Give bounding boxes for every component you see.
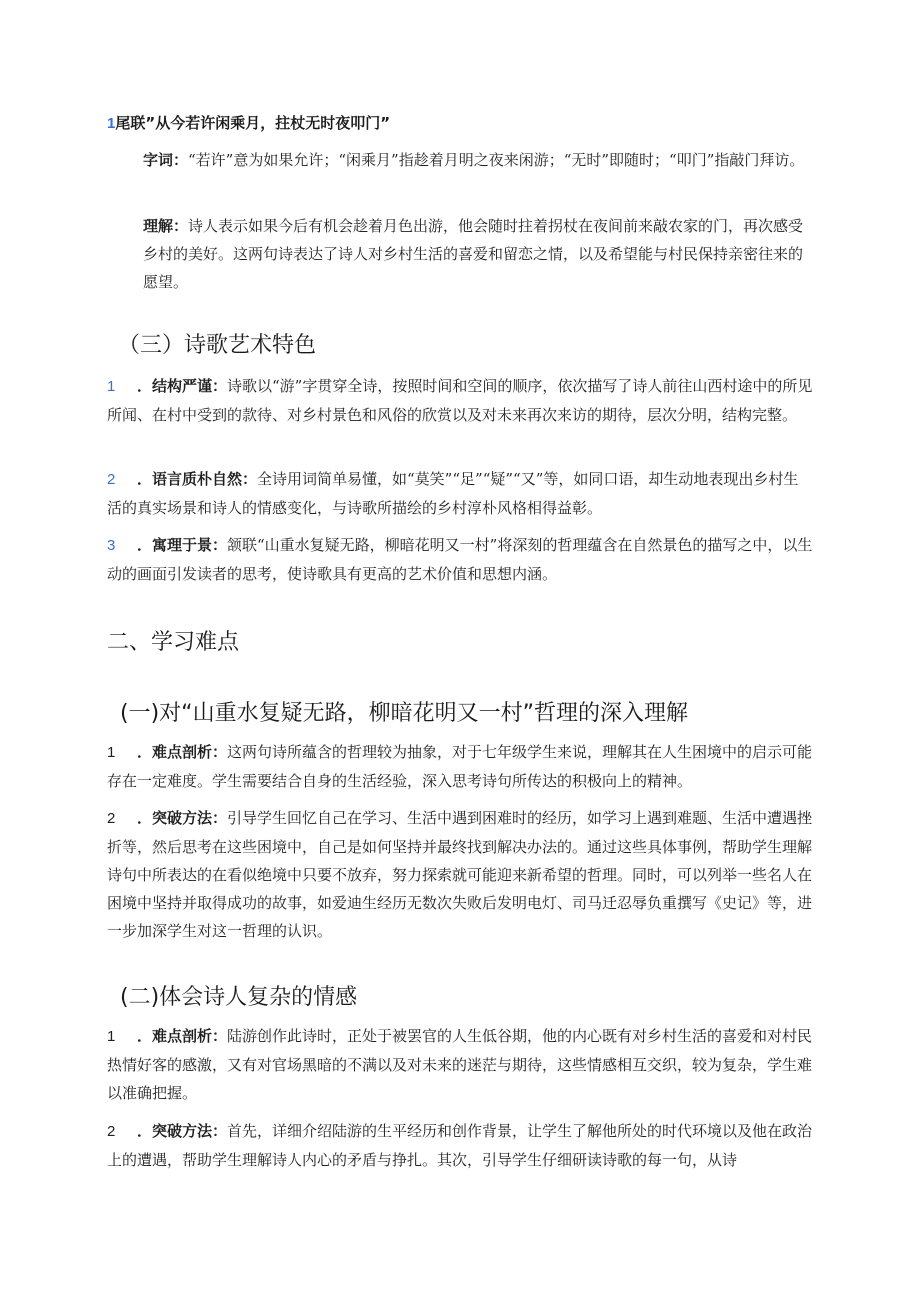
sub2-item-1-label: ．难点剖析： xyxy=(137,1027,228,1045)
sub2-item-1-number: 1 xyxy=(107,1028,116,1045)
ci-label: 字词： xyxy=(143,151,189,169)
couplet-heading xyxy=(107,112,390,133)
sub1-item-1-text: 这两句诗所蕴含的哲理较为抽象，对于七年级学生来说，理解其在人生困境中的启示可能存在一定难度。学生需要结合自身的生活经验，深入思考诗句所传达的积极向上的精神。 xyxy=(107,743,813,790)
art-heading: （三）诗歌艺术特色 xyxy=(118,333,317,358)
sub1-item-2-label: ．突破方法： xyxy=(137,809,228,827)
art-item-1-number: 1 xyxy=(107,378,116,395)
couplet-li-paragraph xyxy=(143,212,809,296)
sub1-item-2-number: 2 xyxy=(107,810,116,827)
sub2-item-1 xyxy=(107,1022,813,1107)
art-item-3-text: 颔联“山重水复疑无路，柳暗花明又一村”将深刻的哲理蕴含在自然景色的描写之中，以生动的画面引发读者的思考，使诗歌具有更高的艺术价值和思想内涵。 xyxy=(107,536,813,583)
art-item-1-label: ．结构严谨： xyxy=(137,377,228,395)
art-item-3-number: 3 xyxy=(107,537,116,554)
art-item-2-number: 2 xyxy=(107,471,116,488)
difficulty-sub2-heading: (二)体会诗人复杂的情感 xyxy=(120,985,358,1010)
li-label: 理解： xyxy=(143,217,189,235)
art-item-1 xyxy=(107,372,813,429)
sub2-item-2-label: ．突破方法： xyxy=(137,1122,228,1140)
couplet-ci-paragraph xyxy=(143,146,809,174)
sub1-item-1 xyxy=(107,738,813,795)
art-item-3 xyxy=(107,531,813,588)
sub2-item-1-text: 陆游创作此诗时，正处于被罢官的人生低谷期，他的内心既有对乡村生活的喜爱和对村民热情好客的感激，又有对官场黑暗的不满以及对未来的迷茫与期待，这些情感相互交织，较为复杂，学生难以准确把握。 xyxy=(107,1027,813,1102)
couplet-title: 尾联”从今若许闲乘月，拄杖无时夜叩门” xyxy=(115,114,391,132)
couplet-number: 1 xyxy=(107,115,116,132)
ci-text: “若许”意为如果允许；“闲乘月”指趁着月明之夜来闲游；“无时”即随时；“叩门”指敲门拜访。 xyxy=(188,151,805,169)
sub2-item-2 xyxy=(107,1117,813,1174)
art-item-2-label: ．语言质朴自然： xyxy=(137,470,258,488)
art-item-2-text: 全诗用词简单易懂，如“莫笑”“足”“疑”“又”等，如同口语，却生动地表现出乡村生活的真实场景和诗人的情感变化，与诗歌所描绘的乡村淳朴风格相得益彰。 xyxy=(107,470,799,517)
difficulty-sub1-heading: (一)对“山重水复疑无路，柳暗花明又一村”哲理的深入理解 xyxy=(120,701,688,726)
sub1-item-2 xyxy=(107,804,813,945)
art-item-2 xyxy=(107,465,813,522)
li-text: 诗人表示如果今后有机会趁着月色出游，他会随时拄着拐杖在夜间前来敲农家的门，再次感受乡村的美好。这两句诗表达了诗人对乡村生活的喜爱和留恋之情，以及希望能与村民保持亲密往来的愿望。 xyxy=(143,217,804,291)
sub1-item-1-label: ．难点剖析： xyxy=(137,743,228,761)
sub1-item-1-number: 1 xyxy=(107,744,116,761)
sub1-item-2-text: 引导学生回忆自己在学习、生活中遇到困难时的经历，如学习上遇到难题、生活中遭遇挫折等，然后思考在这些困境中，自己是如何坚持并最终找到解决办法的。通过这些具体事例，帮助学生理解诗句中所表达的在看似绝境中只要不放弃，努力探索就可能迎来新希望的哲理。同时，可以列举一些名人在困境中坚持并取得成功的故事，如爱迪生经历无数次失败后发明电灯、司马迁忍辱负重撰写《史记》等，进一步加深学生对这一哲理的认识。 xyxy=(107,809,813,940)
sub2-item-2-number: 2 xyxy=(107,1123,116,1140)
art-item-1-text: 诗歌以“游”字贯穿全诗，按照时间和空间的顺序，依次描写了诗人前往山西村途中的所见所闻、在村中受到的款待、对乡村景色和风俗的欣赏以及对未来再次来访的期待，层次分明，结构完整。 xyxy=(107,377,813,424)
art-item-3-label: ．寓理于景： xyxy=(137,536,228,554)
sub2-item-2-text: 首先，详细介绍陆游的生平经历和创作背景，让学生了解他所处的时代环境以及他在政治上的遭遇，帮助学生理解诗人内心的矛盾与挣扎。其次，引导学生仔细研读诗歌的每一句，从诗 xyxy=(107,1122,813,1169)
difficulty-heading: 二、学习难点 xyxy=(107,630,240,655)
